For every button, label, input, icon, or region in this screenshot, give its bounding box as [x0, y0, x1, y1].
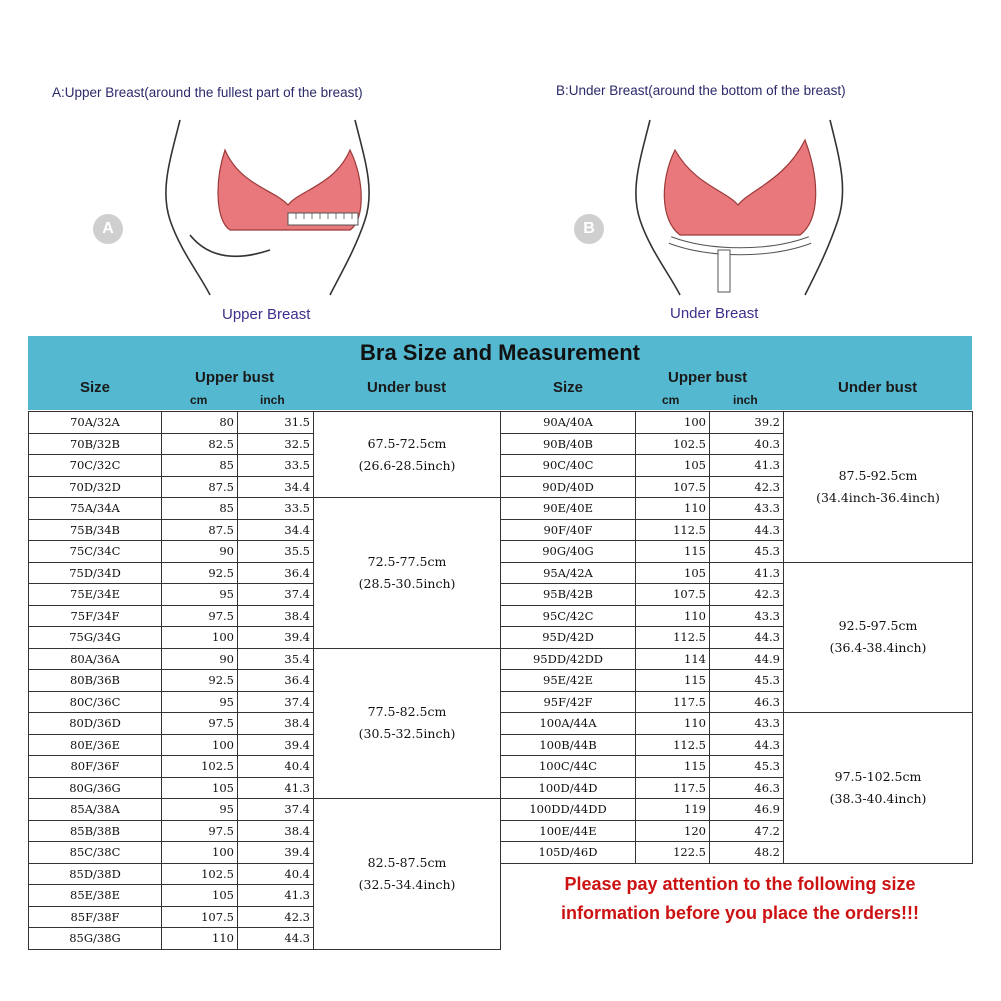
right-inch-cell: 42.3: [710, 476, 784, 498]
right-cm-cell: 105: [636, 455, 710, 477]
left-size-cell: 70D/32D: [29, 476, 162, 498]
right-size-cell: 95B/42B: [501, 584, 636, 606]
figure-b-caption: B:Under Breast(around the bottom of the breast): [556, 83, 846, 98]
left-cm-cell: 90: [162, 648, 238, 670]
left-size-cell: 80B/36B: [29, 670, 162, 692]
left-under-bust-cm: 67.5-72.5cm: [367, 435, 447, 451]
right-cm-cell: 115: [636, 756, 710, 778]
left-cm-cell: 87.5: [162, 476, 238, 498]
left-cm-cell: 80: [162, 412, 238, 434]
right-size-table: [500, 411, 973, 864]
right-inch-cell: 45.3: [710, 756, 784, 778]
right-inch-cell: 46.3: [710, 691, 784, 713]
left-size-cell: 80D/36D: [29, 713, 162, 735]
right-size-cell: 90F/40F: [501, 519, 636, 541]
left-cm-cell: 100: [162, 842, 238, 864]
right-size-cell: 100DD/44DD: [501, 799, 636, 821]
left-inch-cell: 36.4: [238, 670, 314, 692]
left-under-bust-inch: (26.6-28.5inch): [358, 457, 456, 473]
left-cm-cell: 87.5: [162, 519, 238, 541]
right-under-bust-header: Under bust: [838, 379, 918, 396]
left-size-cell: 80A/36A: [29, 648, 162, 670]
left-size-cell: 85G/38G: [29, 928, 162, 950]
right-size-cell: 90D/40D: [501, 476, 636, 498]
left-cm-cell: 97.5: [162, 713, 238, 735]
left-cm-cell: 82.5: [162, 433, 238, 455]
right-cm-cell: 117.5: [636, 777, 710, 799]
left-inch-cell: 37.4: [238, 584, 314, 606]
left-inch-cell: 32.5: [238, 433, 314, 455]
left-size-table: [28, 411, 501, 950]
right-inch-cell: 43.3: [710, 498, 784, 520]
left-cm-cell: 95: [162, 691, 238, 713]
left-under-bust-cm: 82.5-87.5cm: [367, 854, 447, 870]
right-cm-cell: 122.5: [636, 842, 710, 864]
right-under-bust-cell: [784, 562, 973, 713]
left-cm-cell: 85: [162, 455, 238, 477]
left-cm-header: cm: [190, 393, 208, 407]
left-cm-cell: 105: [162, 885, 238, 907]
left-inch-cell: 41.3: [238, 885, 314, 907]
right-under-bust-inch: (38.3-40.4inch): [829, 790, 927, 806]
size-notice-line-2: information before you place the orders!!!: [560, 903, 920, 923]
left-cm-cell: 100: [162, 734, 238, 756]
left-inch-cell: 42.3: [238, 906, 314, 928]
left-size-cell: 80E/36E: [29, 734, 162, 756]
left-cm-cell: 92.5: [162, 670, 238, 692]
left-under-bust-cell: [314, 799, 501, 950]
right-size-cell: 100E/44E: [501, 820, 636, 842]
figure-a-illustration: [150, 110, 390, 300]
left-size-cell: 75F/34F: [29, 605, 162, 627]
right-inch-cell: 41.3: [710, 562, 784, 584]
right-size-header: Size: [553, 379, 584, 396]
right-cm-cell: 112.5: [636, 519, 710, 541]
left-under-bust-inch: (32.5-34.4inch): [358, 876, 456, 892]
left-inch-cell: 44.3: [238, 928, 314, 950]
left-under-bust-cm: 77.5-82.5cm: [367, 704, 447, 720]
left-inch-cell: 40.4: [238, 756, 314, 778]
right-inch-header: inch: [733, 393, 758, 407]
left-size-cell: 80C/36C: [29, 691, 162, 713]
right-size-cell: 95E/42E: [501, 670, 636, 692]
left-upper-bust-header: Upper bust: [195, 369, 275, 386]
left-size-cell: 75A/34A: [29, 498, 162, 520]
right-inch-cell: 44.9: [710, 648, 784, 670]
left-cm-cell: 110: [162, 928, 238, 950]
right-inch-cell: 45.3: [710, 541, 784, 563]
left-size-cell: 75E/34E: [29, 584, 162, 606]
left-inch-header: inch: [260, 393, 285, 407]
figure-a-label: Upper Breast: [222, 306, 311, 323]
left-cm-cell: 90: [162, 541, 238, 563]
left-size-cell: 85B/38B: [29, 820, 162, 842]
right-inch-cell: 46.9: [710, 799, 784, 821]
left-inch-cell: 40.4: [238, 863, 314, 885]
right-under-bust-cm: 97.5-102.5cm: [834, 768, 922, 784]
right-size-cell: 90G/40G: [501, 541, 636, 563]
right-cm-cell: 100: [636, 412, 710, 434]
left-size-cell: 75B/34B: [29, 519, 162, 541]
right-size-cell: 105D/46D: [501, 842, 636, 864]
right-size-cell: 90E/40E: [501, 498, 636, 520]
right-cm-header: cm: [662, 393, 680, 407]
figure-a-badge: A: [93, 214, 123, 244]
right-size-cell: 90C/40C: [501, 455, 636, 477]
right-cm-cell: 114: [636, 648, 710, 670]
left-table-row: [29, 412, 501, 434]
left-inch-cell: 39.4: [238, 627, 314, 649]
left-table-row: [29, 799, 501, 821]
right-inch-cell: 41.3: [710, 455, 784, 477]
right-under-bust-cm: 87.5-92.5cm: [838, 467, 918, 483]
left-under-bust-cell: [314, 412, 501, 498]
right-size-cell: 95F/42F: [501, 691, 636, 713]
left-size-cell: 85C/38C: [29, 842, 162, 864]
right-upper-bust-header: Upper bust: [668, 369, 748, 386]
right-table-row: [501, 562, 973, 584]
right-cm-cell: 107.5: [636, 476, 710, 498]
right-under-bust-inch: (36.4-38.4inch): [829, 640, 927, 656]
right-cm-cell: 110: [636, 605, 710, 627]
left-table-row: [29, 648, 501, 670]
left-size-cell: 75G/34G: [29, 627, 162, 649]
right-inch-cell: 39.2: [710, 412, 784, 434]
left-under-bust-inch: (30.5-32.5inch): [358, 726, 456, 742]
left-table-row: [29, 498, 501, 520]
right-cm-cell: 110: [636, 713, 710, 735]
left-cm-cell: 102.5: [162, 756, 238, 778]
left-inch-cell: 35.4: [238, 648, 314, 670]
left-cm-cell: 92.5: [162, 562, 238, 584]
left-inch-cell: 38.4: [238, 713, 314, 735]
right-inch-cell: 42.3: [710, 584, 784, 606]
left-cm-cell: 97.5: [162, 605, 238, 627]
right-cm-cell: 105: [636, 562, 710, 584]
left-under-bust-cell: [314, 498, 501, 649]
size-notice: [530, 870, 950, 928]
left-size-cell: 85F/38F: [29, 906, 162, 928]
right-table-row: [501, 713, 973, 735]
right-cm-cell: 110: [636, 498, 710, 520]
figure-a-caption: A:Upper Breast(around the fullest part of the breast): [52, 85, 363, 100]
right-cm-cell: 102.5: [636, 433, 710, 455]
right-inch-cell: 46.3: [710, 777, 784, 799]
left-under-bust-cell: [314, 648, 501, 799]
left-cm-cell: 102.5: [162, 863, 238, 885]
left-inch-cell: 33.5: [238, 498, 314, 520]
left-under-bust-inch: (28.5-30.5inch): [358, 575, 456, 591]
right-size-cell: 100A/44A: [501, 713, 636, 735]
right-size-cell: 95A/42A: [501, 562, 636, 584]
left-cm-cell: 85: [162, 498, 238, 520]
figure-b-badge: B: [574, 214, 604, 244]
right-inch-cell: 47.2: [710, 820, 784, 842]
table-title: Bra Size and Measurement: [360, 340, 640, 365]
right-size-cell: 100C/44C: [501, 756, 636, 778]
left-inch-cell: 38.4: [238, 605, 314, 627]
left-size-cell: 85A/38A: [29, 799, 162, 821]
right-inch-cell: 43.3: [710, 713, 784, 735]
right-cm-cell: 112.5: [636, 734, 710, 756]
figure-b-label: Under Breast: [670, 305, 759, 322]
left-cm-cell: 107.5: [162, 906, 238, 928]
left-cm-cell: 100: [162, 627, 238, 649]
left-inch-cell: 38.4: [238, 820, 314, 842]
left-inch-cell: 31.5: [238, 412, 314, 434]
right-under-bust-cell: [784, 713, 973, 864]
left-size-cell: 85E/38E: [29, 885, 162, 907]
right-size-cell: 95C/42C: [501, 605, 636, 627]
right-size-cell: 100B/44B: [501, 734, 636, 756]
size-notice-line-1: Please pay attention to the following size: [564, 874, 916, 894]
left-inch-cell: 39.4: [238, 842, 314, 864]
left-cm-cell: 97.5: [162, 820, 238, 842]
left-size-cell: 85D/38D: [29, 863, 162, 885]
right-under-bust-inch: (34.4inch-36.4inch): [816, 489, 940, 505]
left-inch-cell: 33.5: [238, 455, 314, 477]
right-inch-cell: 44.3: [710, 734, 784, 756]
left-size-cell: 70C/32C: [29, 455, 162, 477]
right-inch-cell: 45.3: [710, 670, 784, 692]
figure-b-illustration: [620, 110, 860, 300]
right-cm-cell: 107.5: [636, 584, 710, 606]
left-size-cell: 75C/34C: [29, 541, 162, 563]
left-size-cell: 70B/32B: [29, 433, 162, 455]
right-size-cell: 90B/40B: [501, 433, 636, 455]
left-inch-cell: 35.5: [238, 541, 314, 563]
left-size-cell: 75D/34D: [29, 562, 162, 584]
right-size-cell: 90A/40A: [501, 412, 636, 434]
left-under-bust-cm: 72.5-77.5cm: [367, 553, 447, 569]
left-inch-cell: 41.3: [238, 777, 314, 799]
right-inch-cell: 44.3: [710, 627, 784, 649]
left-inch-cell: 37.4: [238, 691, 314, 713]
left-under-bust-header: Under bust: [367, 379, 447, 396]
right-under-bust-cm: 92.5-97.5cm: [838, 618, 918, 634]
right-size-cell: 95D/42D: [501, 627, 636, 649]
right-size-cell: 100D/44D: [501, 777, 636, 799]
left-inch-cell: 36.4: [238, 562, 314, 584]
right-cm-cell: 119: [636, 799, 710, 821]
table-banner: [28, 336, 972, 410]
right-cm-cell: 120: [636, 820, 710, 842]
left-size-header: Size: [80, 379, 111, 396]
right-cm-cell: 115: [636, 670, 710, 692]
right-cm-cell: 115: [636, 541, 710, 563]
left-inch-cell: 34.4: [238, 519, 314, 541]
left-size-cell: 70A/32A: [29, 412, 162, 434]
right-table-row: [501, 412, 973, 434]
left-cm-cell: 95: [162, 584, 238, 606]
right-inch-cell: 43.3: [710, 605, 784, 627]
right-inch-cell: 48.2: [710, 842, 784, 864]
right-under-bust-cell: [784, 412, 973, 563]
right-cm-cell: 112.5: [636, 627, 710, 649]
left-inch-cell: 34.4: [238, 476, 314, 498]
left-cm-cell: 95: [162, 799, 238, 821]
right-cm-cell: 117.5: [636, 691, 710, 713]
left-inch-cell: 37.4: [238, 799, 314, 821]
right-inch-cell: 40.3: [710, 433, 784, 455]
left-size-cell: 80G/36G: [29, 777, 162, 799]
left-inch-cell: 39.4: [238, 734, 314, 756]
left-size-cell: 80F/36F: [29, 756, 162, 778]
right-size-cell: 95DD/42DD: [501, 648, 636, 670]
left-cm-cell: 105: [162, 777, 238, 799]
right-inch-cell: 44.3: [710, 519, 784, 541]
